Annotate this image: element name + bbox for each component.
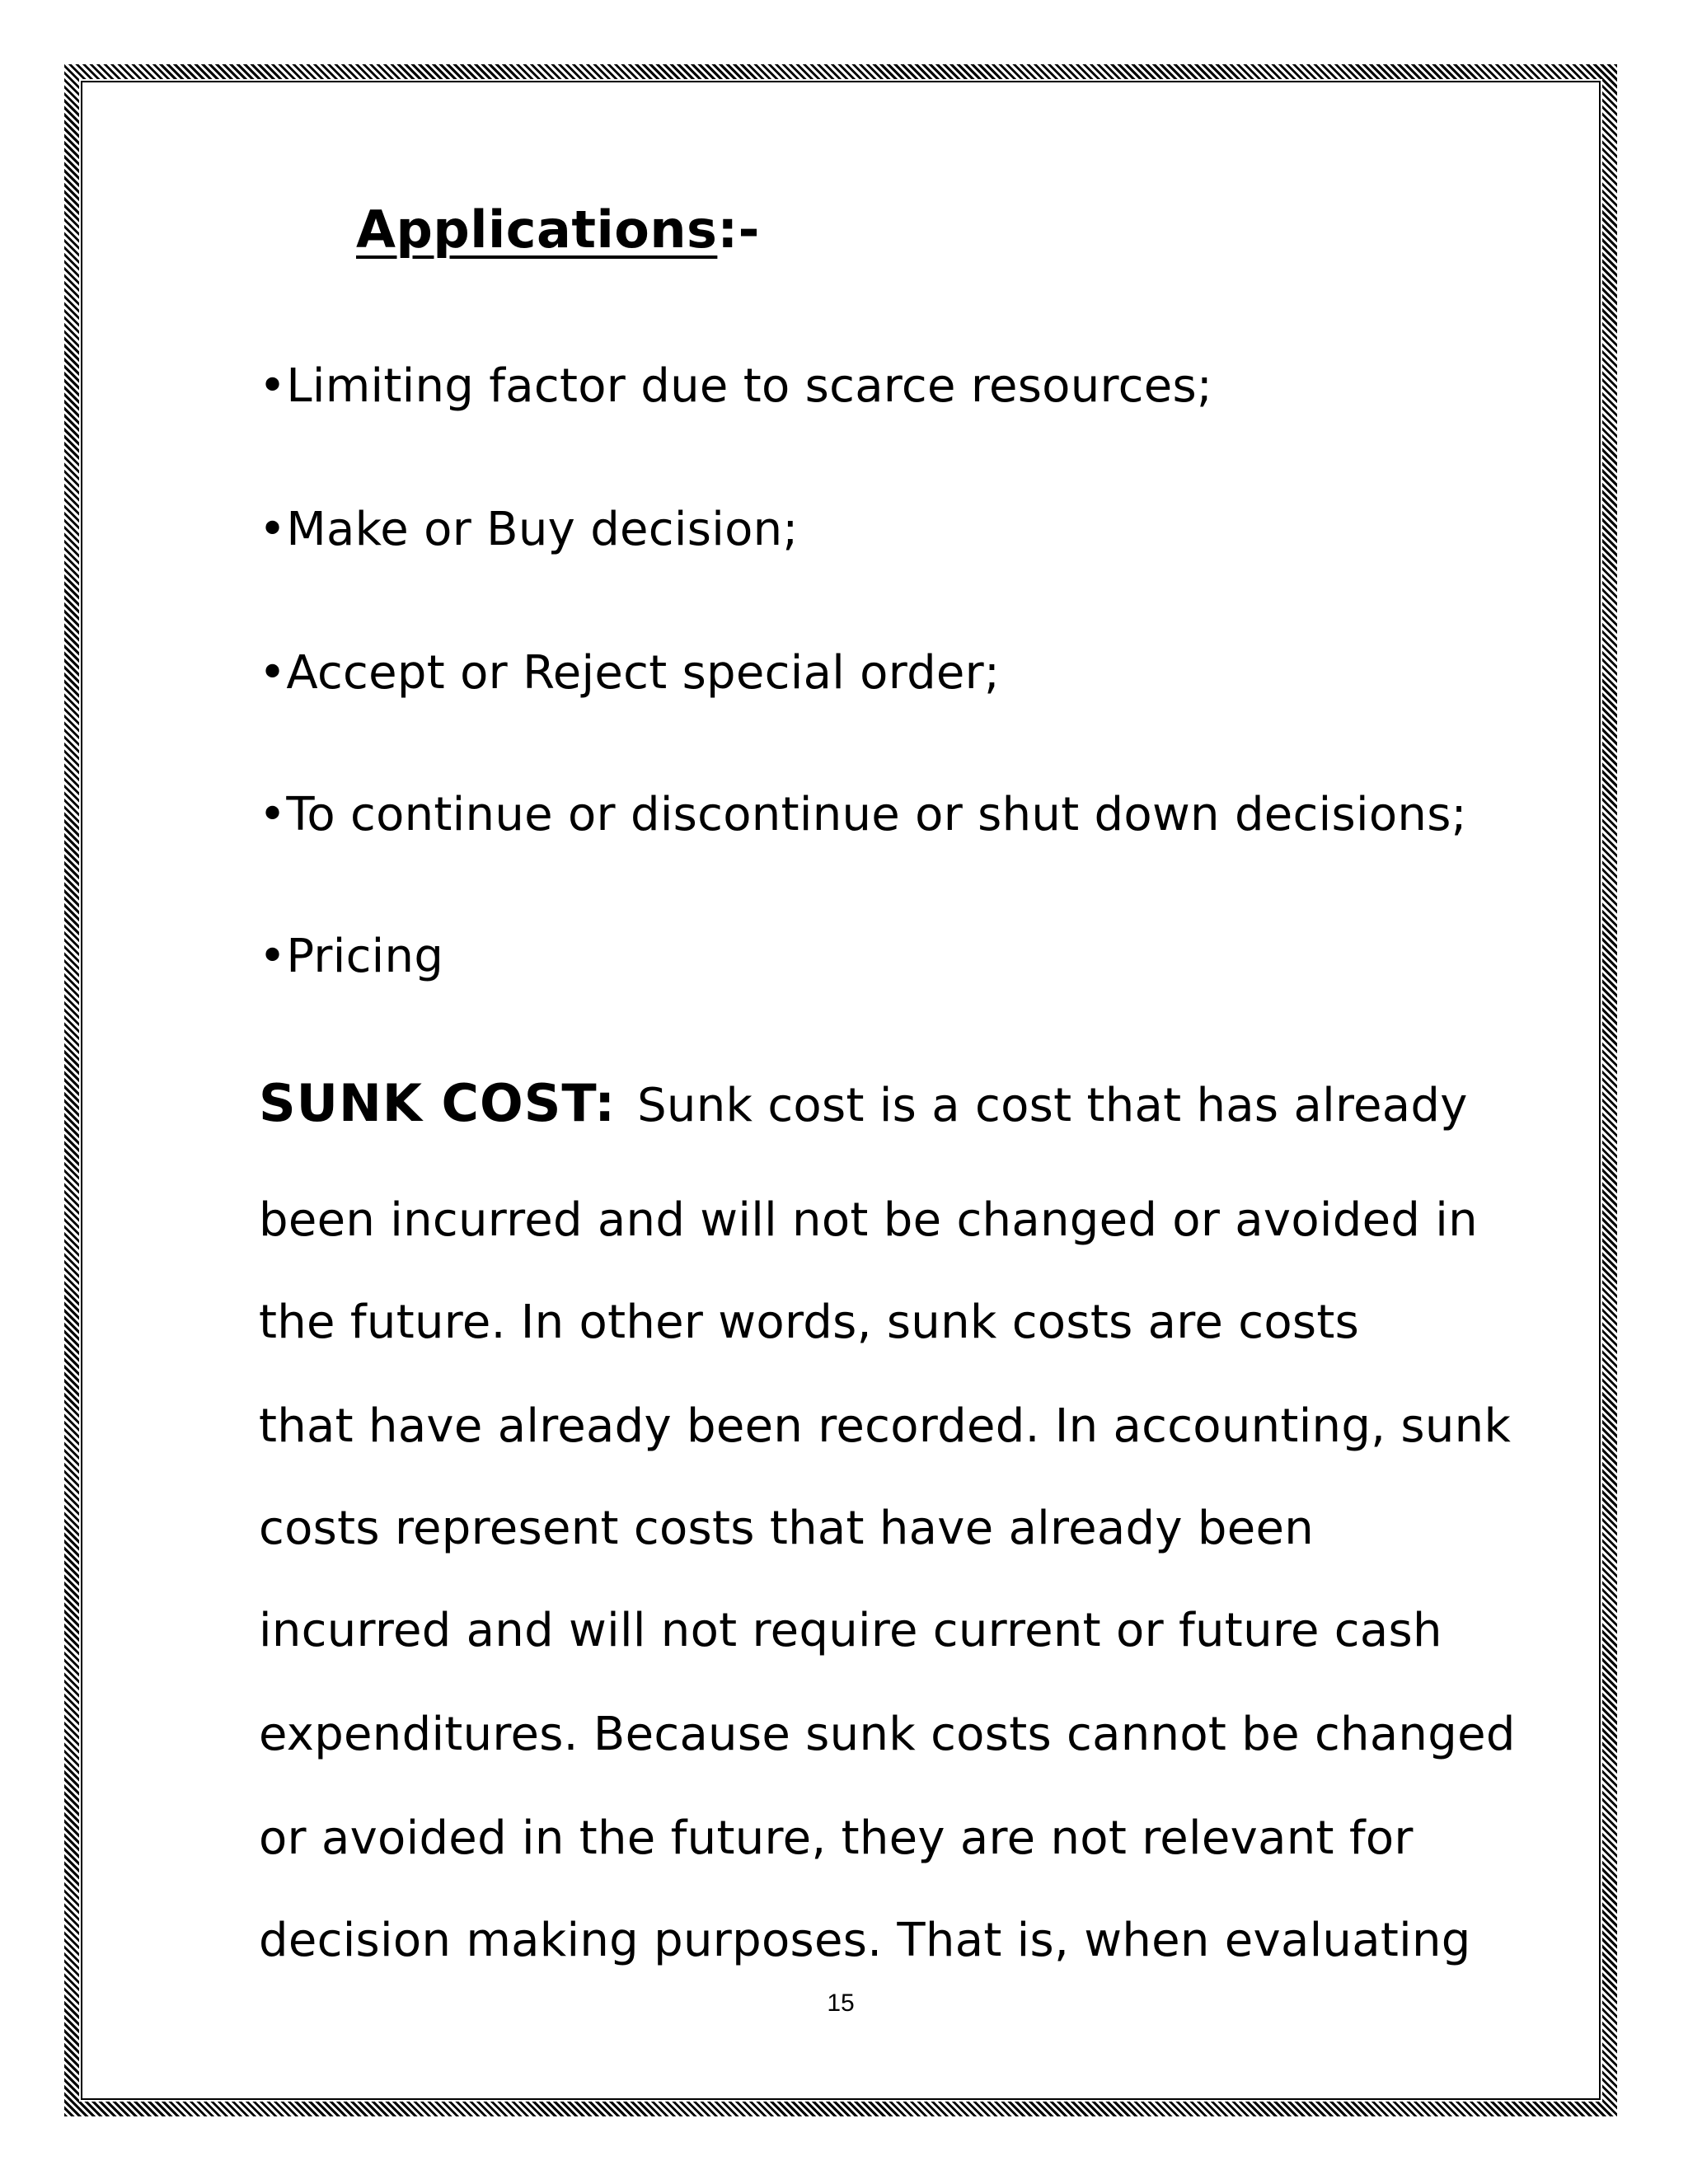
paragraph-line: decision making purposes. That is, when evaluating	[259, 1914, 1471, 1967]
paragraph-line: or avoided in the future, they are not relevant for	[259, 1811, 1414, 1865]
paragraph-line: incurred and will not require current or future cash	[259, 1604, 1442, 1657]
applications-title-suffix: :-	[717, 199, 760, 260]
applications-title: Applications	[356, 199, 718, 260]
list-item: •Pricing	[259, 930, 444, 983]
sunk-cost-paragraph-first-line	[259, 1073, 1468, 1133]
applications-heading	[356, 199, 760, 260]
page-number: 15	[827, 1990, 855, 2017]
list-item: •Make or Buy decision;	[259, 503, 799, 556]
paragraph-line: the future. In other words, sunk costs are costs	[259, 1296, 1360, 1349]
paragraph-line: that have already been recorded. In accounting, sunk	[259, 1399, 1512, 1453]
paragraph-line: Sunk cost is a cost that has already	[637, 1079, 1468, 1132]
list-item: •To continue or discontinue or shut down decisions;	[259, 788, 1467, 841]
sunk-cost-term: SUNK COST:	[259, 1073, 617, 1133]
paragraph-line: expenditures. Because sunk costs cannot be changed	[259, 1708, 1516, 1761]
paragraph-line: been incurred and will not be changed or avoided in	[259, 1193, 1478, 1247]
list-item: •Accept or Reject special order;	[259, 646, 1001, 700]
paragraph-line: costs represent costs that have already been	[259, 1502, 1315, 1555]
list-item: •Limiting factor due to scarce resources;	[259, 359, 1213, 413]
